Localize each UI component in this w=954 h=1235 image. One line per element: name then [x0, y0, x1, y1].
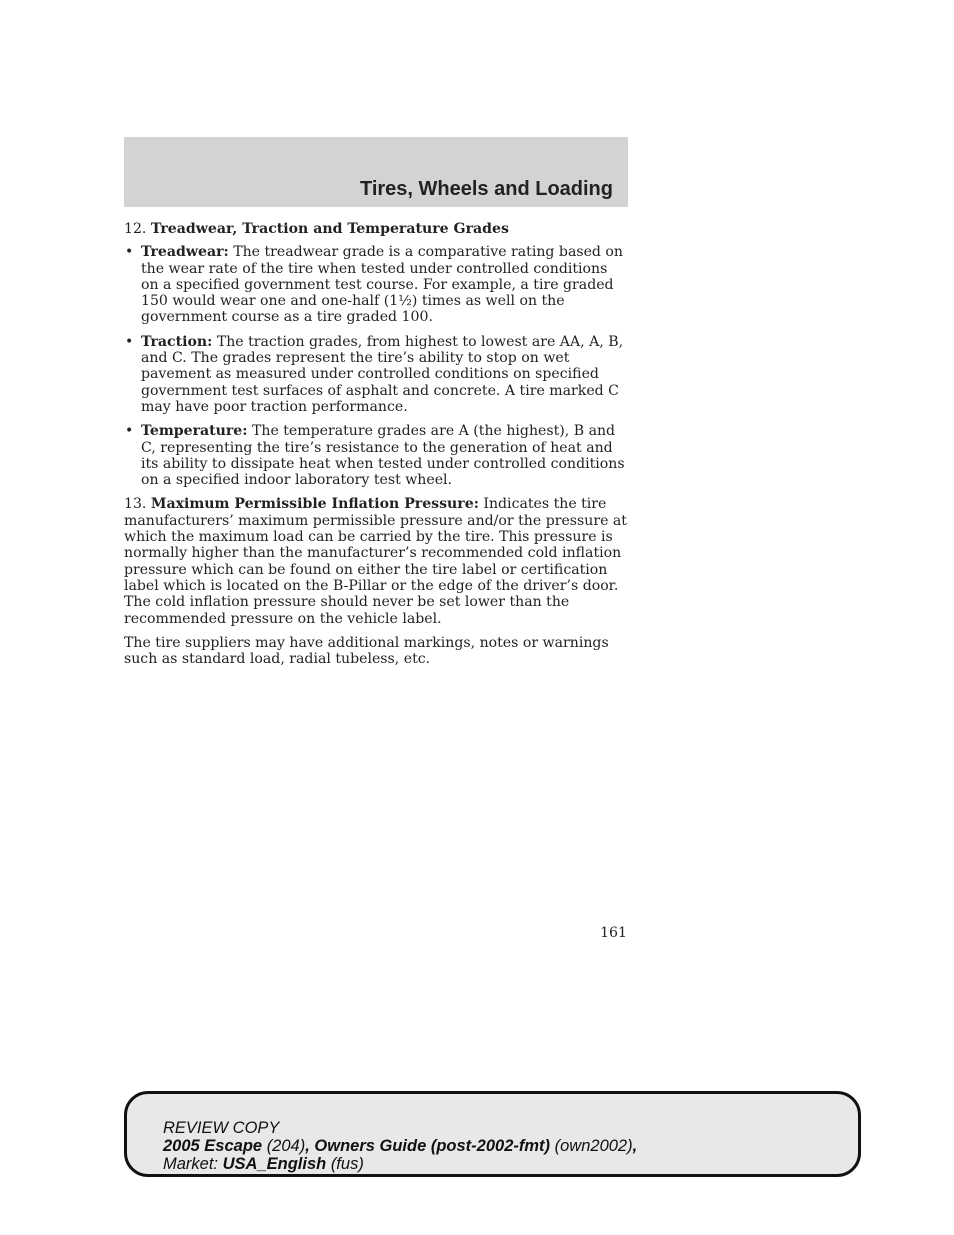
desc-treadwear: The treadwear grade is a comparative rating based on the wear rate of the tire when tested under controlled conditions on a specified government test course. For example, a tire graded 150 would wear one and one-half (1½) times as well on the government course as a tire graded 100. — [141, 244, 623, 326]
bullet-icon: • — [125, 423, 134, 440]
review-separator: , — [632, 1137, 638, 1155]
term-treadwear: Treadwear: — [141, 244, 229, 261]
review-guide-line — [163, 1137, 637, 1155]
review-market: USA_English — [222, 1155, 327, 1173]
review-market-code: (fus) — [330, 1155, 364, 1173]
term-traction: Traction: — [141, 333, 213, 350]
bullet-icon: • — [125, 333, 134, 350]
section-12-number: 12. — [124, 221, 147, 237]
list-item-traction — [124, 334, 628, 415]
section-13-paragraph — [124, 496, 628, 626]
review-separator: , — [305, 1137, 310, 1155]
review-model: 2005 Escape — [163, 1137, 263, 1155]
review-model-code: (204) — [266, 1137, 306, 1155]
desc-temperature: The temperature grades are A (the highest), B and C, representing the tire’s resistance to the generation of heat and its ability to dissipate heat when tested under controlled conditions on a specified indoor laboratory test wheel. — [141, 423, 625, 489]
desc-traction: The traction grades, from highest to lowest are AA, A, B, and C. The grades represent the tire’s ability to stop on wet pavement as measured under controlled conditions on specified government test surfaces of asphalt and concrete. A tire marked C may have poor traction performance. — [141, 333, 624, 415]
review-copy-box — [124, 1091, 861, 1177]
term-temperature: Temperature: — [141, 423, 248, 440]
section-13-text: Indicates the tire manufacturers’ maximum permissible pressure and/or the pressure at which the maximum load can be carried by the tire. This pressure is normally higher than the manufacturer’s recommended cold inflation pressure which can be found on either the tire label or certification label which is located on the B-Pillar or the edge of the driver’s door. The cold inflation pressure should never be set lower than the recommended pressure on the vehicle label. — [124, 496, 627, 627]
bullet-icon: • — [125, 244, 134, 261]
grades-list — [124, 244, 628, 488]
section-header-band — [124, 137, 628, 207]
section-13-title: Maximum Permissible Inflation Pressure: — [150, 496, 479, 513]
review-market-label: Market: — [163, 1155, 219, 1173]
list-item-temperature — [124, 423, 628, 488]
review-market-line — [163, 1155, 637, 1173]
list-item-treadwear — [124, 244, 628, 325]
main-content — [124, 221, 628, 675]
review-guide: Owners Guide (post-2002-fmt) — [314, 1137, 551, 1155]
review-copy-text — [163, 1119, 637, 1173]
review-guide-code: (own2002) — [554, 1137, 633, 1155]
review-label: REVIEW COPY — [163, 1119, 280, 1137]
section-12-heading — [124, 221, 628, 237]
section-13-number: 13. — [124, 496, 147, 513]
closing-paragraph: The tire suppliers may have additional markings, notes or warnings such as standard load, radial tubeless, etc. — [124, 634, 609, 668]
section-12-title: Treadwear, Traction and Temperature Grades — [150, 221, 509, 237]
page-number: 161 — [600, 925, 627, 941]
page-title: Tires, Wheels and Loading — [359, 178, 613, 200]
